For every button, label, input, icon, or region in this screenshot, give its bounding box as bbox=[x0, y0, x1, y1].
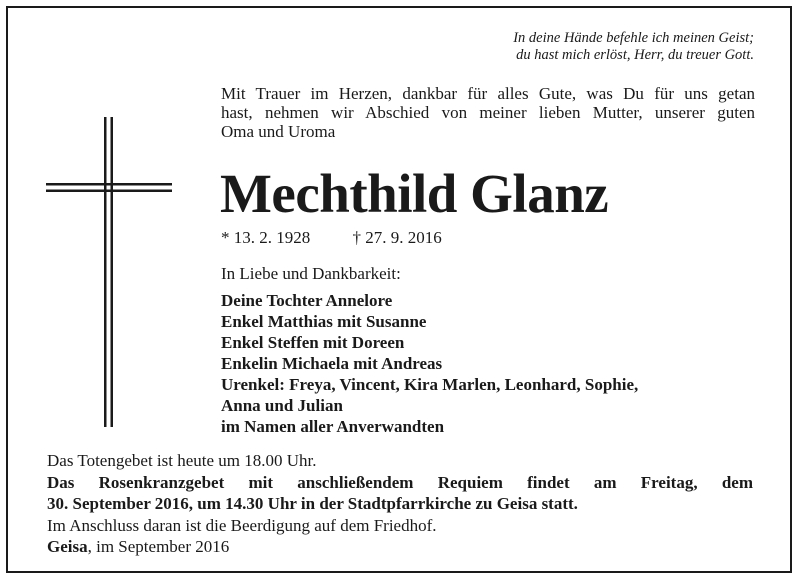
quote-line-1: In deine Hände befehle ich meinen Geist; bbox=[513, 30, 754, 46]
intro-text bbox=[221, 84, 755, 141]
mourner-line: Deine Tochter Annelore bbox=[221, 291, 393, 310]
bible-quote bbox=[513, 30, 754, 64]
prayer-info: Das Totengebet ist heute um 18.00 Uhr. bbox=[47, 451, 317, 470]
place-name: Geisa bbox=[47, 537, 88, 556]
birth-date: * 13. 2. 1928 bbox=[221, 228, 311, 247]
mourners-intro: In Liebe und Dankbarkeit: bbox=[221, 264, 401, 283]
intro-line-2: hast, nehmen wir Abschied von meiner lieben Mutter, unserer guten bbox=[221, 103, 755, 122]
mourner-line: Anna und Julian bbox=[221, 396, 343, 415]
intro-line-3: Oma und Uroma bbox=[221, 122, 336, 141]
mourner-line: im Namen aller Anverwandten bbox=[221, 417, 445, 436]
service-info bbox=[47, 450, 753, 558]
deceased-name: Mechthild Glanz bbox=[220, 163, 609, 224]
life-dates bbox=[221, 228, 442, 248]
mourner-line: Enkel Steffen mit Doreen bbox=[221, 333, 405, 352]
mourner-line: Enkel Matthias mit Susanne bbox=[221, 312, 427, 331]
mourner-line: Enkelin Michaela mit Andreas bbox=[221, 354, 443, 373]
notice-date: , im September 2016 bbox=[87, 537, 230, 556]
place-date bbox=[47, 536, 753, 558]
quote-line-2: du hast mich erlöst, Herr, du treuer Gott. bbox=[516, 47, 754, 63]
death-date: † 27. 9. 2016 bbox=[352, 228, 442, 247]
mourners-list bbox=[221, 290, 638, 437]
latin-cross-icon bbox=[46, 117, 172, 427]
rosary-info-line-1: Das Rosenkranzgebet mit anschließendem Requiem findet am Freitag, dem bbox=[47, 472, 753, 492]
intro-line-1: Mit Trauer im Herzen, dankbar für alles Gute, was Du für uns getan bbox=[221, 84, 755, 103]
burial-info: Im Anschluss daran ist die Beerdigung auf dem Friedhof. bbox=[47, 515, 437, 535]
rosary-info-line-2: 30. September 2016, um 14.30 Uhr in der Stadtpfarrkirche zu Geisa statt. bbox=[47, 494, 578, 513]
mourner-line: Urenkel: Freya, Vincent, Kira Marlen, Leonhard, Sophie, bbox=[221, 375, 639, 394]
